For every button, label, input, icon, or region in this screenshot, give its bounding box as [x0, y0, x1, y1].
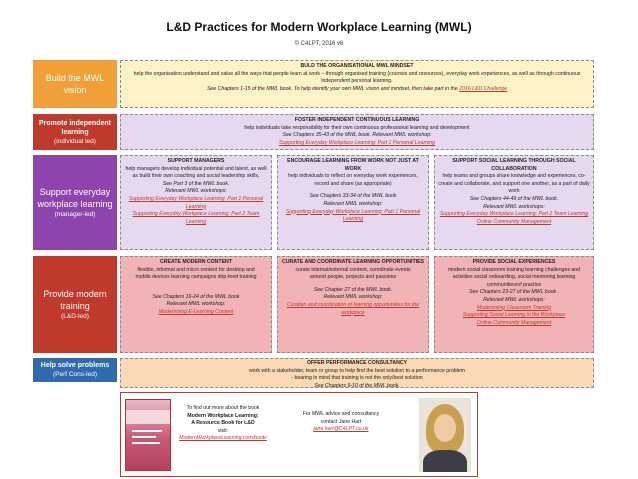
row-label-sub: (individual led) — [54, 137, 96, 145]
box-body: flexible, informal and micro content for desktop and mobile devices learning campaigns drip-feed training — [135, 266, 257, 281]
workshop-link[interactable]: Modernising Classroom Training — [476, 304, 552, 311]
box-independent-learning — [120, 114, 594, 150]
contact-line: For MWL advice and consultancy — [302, 411, 380, 417]
book-subtitle: A Resource Book for L&D — [191, 420, 255, 427]
box-body: help managers develop individual potential and talent, as well as build their own coaching and social leadership skills, — [125, 165, 267, 180]
workshop-link[interactable]: Supporting Everyday Workplace Learning: Part 1 Personal Learning — [128, 195, 264, 210]
box-social-experiences — [434, 256, 594, 353]
box-body: help the organisation understand and value all the ways that people learn at work – through organised training (courses and resources), everyday work experiences, as well as through continuous independent personal learning. — [133, 70, 581, 85]
box-see-ref: See Chapters 16-24 of the MWL book — [152, 293, 240, 300]
footer-panel — [120, 392, 478, 477]
box-heading: SUPPORT MANAGERS — [167, 158, 225, 164]
workshop-link[interactable]: Online Community Management — [476, 218, 552, 225]
box-learning-from-work — [277, 155, 429, 250]
box-see-ref: See Chapters 23-27 of the MWL book . — [469, 289, 559, 296]
box-see-ref: See Chapters 44-49 of the MWL book. — [469, 195, 559, 202]
l-d-challenge-link[interactable]: 2016 L&D Challenge — [459, 85, 508, 92]
box-build-mindset — [120, 60, 594, 108]
box-relevant: Relevant MWL workshop: — [323, 294, 383, 301]
box-heading: BULD THE ORGANISATIONAL MWL MINDSET — [300, 63, 414, 69]
row-label-manager — [33, 155, 117, 250]
box-see-ref: See Part 3 of the MWL book. — [162, 180, 230, 187]
box-heading: PROVIDE SOCIAL EXPERIENCES — [472, 259, 556, 265]
row-label-text: Help solve problems — [40, 362, 110, 369]
box-heading: ENCOURAGE LEARNING FROM WORK NOT JUST AT WORK — [287, 158, 419, 172]
box-relevant: Relevant MWL workshop: — [166, 301, 226, 308]
row-label-text: Support everyday workplace learning — [37, 187, 113, 209]
book-title: Modern Workplace Learning: — [187, 412, 259, 419]
contact-info — [289, 411, 393, 434]
workshop-link[interactable]: Modernising E-Learning Content — [158, 308, 234, 315]
box-curate-coordinate — [277, 256, 429, 353]
row-label-text: Build the MWL vision — [45, 73, 105, 95]
box-performance-consultancy — [120, 358, 594, 388]
box-see-ref: See Chapters 35-43 of the MWL book. Relevant MWL workshop: — [282, 132, 432, 139]
row-label-vision — [33, 60, 117, 108]
book-info — [177, 405, 269, 443]
box-support-managers — [120, 155, 272, 250]
box-body: help teams and groups share knowledge and experiences, co-create and collaborate, and support one another, as a part of daily work — [438, 173, 590, 195]
workshop-link[interactable]: Curation and coordination of learning opportunities for the workplace — [286, 301, 420, 316]
box-relevant: Relevant MWL workshops: — [483, 203, 545, 210]
box-body: - bearing in mind that training is not the only/best solution — [291, 375, 423, 382]
box-social-learning — [434, 155, 594, 250]
box-body: work with a stakeholder, team or group to help find the best solution to a performance problem — [249, 367, 465, 374]
box-body: curate internal/external content, coordinate events around people, projects and passions — [295, 266, 411, 281]
box-heading: SUPPORT SOCIAL LEARNING THROUGH SOCIAL COLLABORATION — [452, 158, 576, 172]
copyright-version: © C4LPT, 2016 v6 — [294, 41, 344, 47]
box-see-ref: See Chapters 33-34 of the MWL book — [309, 193, 397, 200]
book-info-line: To find out more about the book — [186, 405, 260, 411]
page-title: L&D Practices for Modern Workplace Learning (MWL) — [166, 20, 472, 34]
contact-email-link[interactable]: jane.hart@C4LPT.co.uk — [313, 426, 369, 433]
row-label-sub: (L&D-led) — [61, 313, 89, 320]
row-label-text: Provide modern training — [43, 289, 107, 311]
row-label-sub: (manager-led) — [54, 211, 96, 218]
box-see-ref: See Chapter 27 of the MWL book. — [313, 286, 393, 293]
row-label-text: Promote independent learning — [39, 119, 111, 136]
box-relevant: Relevant MWL workshop: — [323, 200, 383, 207]
contact-name: contact Jane Hart — [320, 418, 362, 425]
box-heading: CREATE MODERN CONTENT — [160, 259, 232, 265]
row-label-sub: (Perf Cons-led) — [52, 371, 98, 378]
box-body: help individuals take responsibility for their own continuous professional learning and development — [244, 124, 470, 131]
box-relevant: Relevant MWL workshops: — [165, 188, 227, 195]
book-cover-image — [125, 399, 171, 471]
workshop-link[interactable]: Supporting Everyday Workplace Learning: Part 2 Team Learning — [439, 211, 589, 218]
box-see-ref: See Chapters 9-10 of the MWL book. — [314, 382, 400, 388]
see-text: See Chapters 1-15 of the MWL book. To help identify your own MWL vision and mindset, then take part in the — [206, 85, 458, 92]
row-label-training — [33, 256, 117, 353]
box-heading: FOSTER INDEPENDENT CONTINUOUS LEARNING — [294, 117, 420, 123]
box-relevant: Relevant MWL workshops: — [483, 296, 545, 303]
row-label-independent — [33, 114, 117, 150]
box-heading: OFFER PERFORMANCE CONSULTANCY — [306, 360, 408, 366]
author-photo — [419, 398, 471, 472]
box-heading: CURATE AND COORDINATE LEARNING OPPORTUNITIES — [282, 259, 424, 265]
box-body: modern social classroom training learning challenges and activities social onboarding, social mentoring learning communities/of practice — [447, 266, 581, 288]
box-see-ref — [124, 86, 590, 94]
box-modern-content — [120, 256, 272, 353]
workshop-link[interactable]: Supporting Social Learning in the Workplace — [462, 312, 566, 319]
book-visit-label: visit: — [217, 427, 229, 434]
row-label-problems — [33, 358, 117, 382]
workshop-link[interactable]: Online Community Management — [476, 319, 552, 326]
box-body: help individuals to reflect on everyday work experiences, record and share (as appropriate) — [288, 173, 418, 187]
book-website-link[interactable]: ModernWorkplaceLearning.com/book/ — [179, 435, 267, 442]
workshop-link[interactable]: Supporting Everyday Workplace Learning: Part 2 Team Learning — [132, 211, 260, 225]
workshop-link[interactable]: Supporting Everyday Workplace Learning: Part 1 Personal Learning — [285, 208, 421, 223]
workshop-link[interactable]: Supporting Everyday Workplace Learning: Part 1 Personal Learning — [278, 139, 435, 146]
